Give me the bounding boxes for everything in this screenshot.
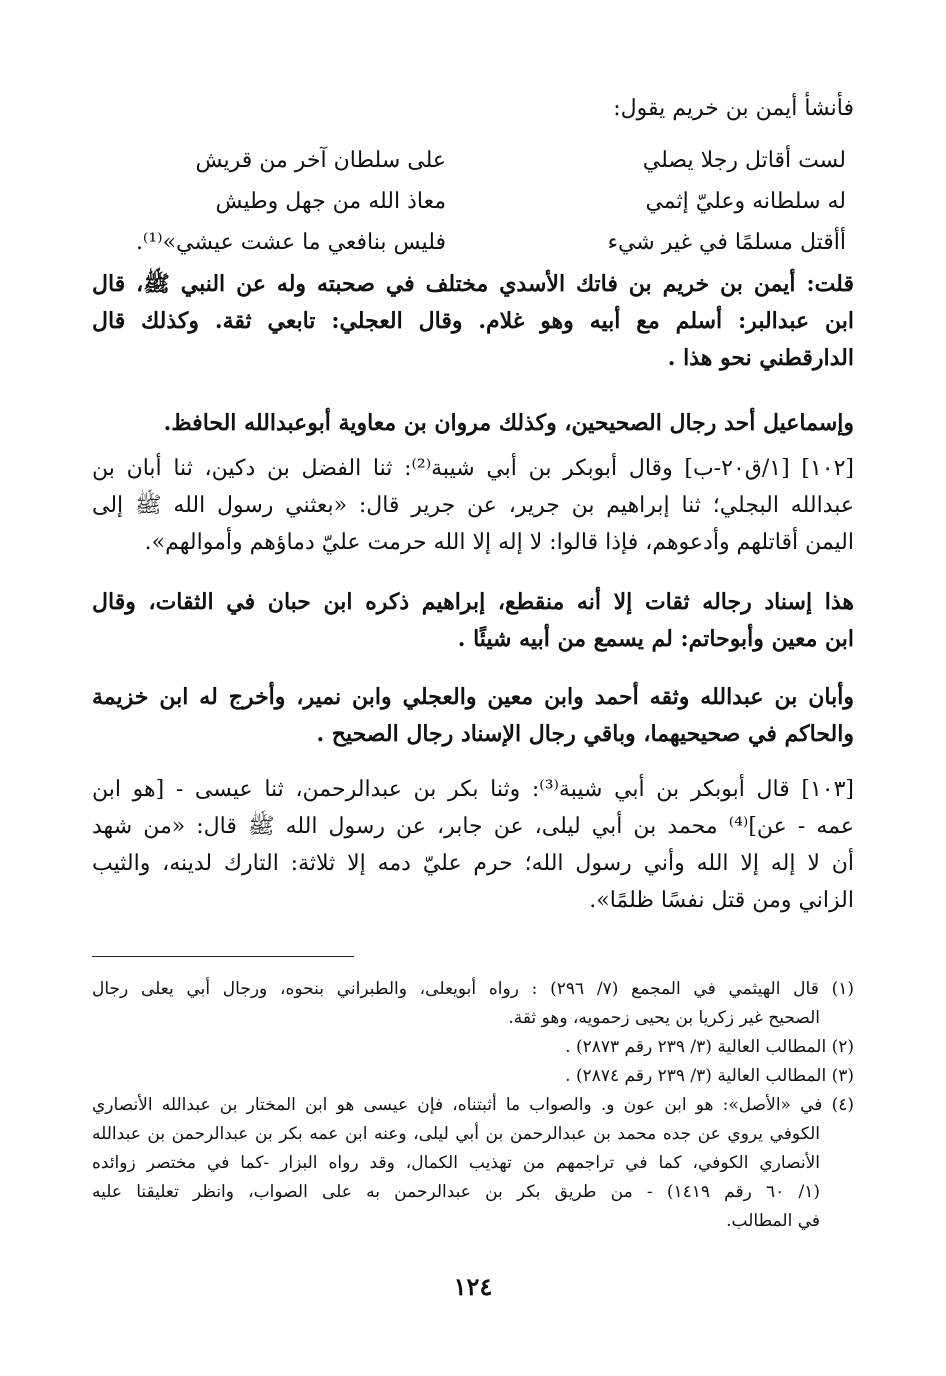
hadith-103 bbox=[92, 771, 854, 919]
footnote-line: في المطالب. bbox=[726, 1211, 820, 1231]
footnote-line: (٣) المطالب العالية (٣/ ٢٣٩ رقم ٢٨٧٤) . bbox=[565, 1066, 854, 1086]
footnote-line: (١) قال الهيثمي في المجمع (٧/ ٢٩٦) : رواه أبويعلى، والطبراني بنحوه، ورجال أبي يعلى رجال bbox=[92, 979, 854, 999]
commentary-paragraph bbox=[92, 584, 854, 658]
footnote-line: (١/ ٦٠ رقم ١٤١٩) - من طريق بكر بن عبدالرحمن به على الصواب، وانظر تعليقنا عليه bbox=[92, 1182, 820, 1202]
footnote-separator bbox=[92, 956, 354, 957]
text-line: وإسماعيل أحد رجال الصحيحين، وكذلك مروان بن معاوية أبوعبدالله الحافظ. bbox=[163, 410, 854, 436]
text-line: عمه - عن]⁽⁴⁾ محمد بن أبي ليلى، عن جابر، عن رسول الله ﷺ قال: «من شهد bbox=[92, 814, 854, 839]
poem-hemistich-right: أأقتل مسلمًا في غير شيء bbox=[607, 230, 846, 255]
footnote-line: (٤) في «الأصل»: هو ابن عون و. والصواب ما أثبتناه، فإن عيسى هو ابن المختار بن عبدالله الأنصاري bbox=[92, 1095, 854, 1115]
poem-hemistich-left: على سلطان آخر من قريش bbox=[195, 148, 446, 173]
text-line: [١٠٢] [١/ق٢٠-ب] وقال أبوبكر بن أبي شيبة⁽²⁾: ثنا الفضل بن دكين، ثنا أبان بن bbox=[92, 456, 854, 481]
footnote-line: الصحيح غير زكريا بن يحيى زحمويه، وهو ثقة. bbox=[508, 1008, 820, 1028]
commentary-paragraph bbox=[92, 266, 854, 377]
text-line: أن لا إله إلا الله وأني رسول الله؛ حرم عليّ دمه إلا ثلاثة: التارك لدينه، والثيب bbox=[92, 851, 854, 876]
text-line: عبدالله البجلي؛ ثنا إبراهيم بن جرير، عن جرير قال: «بعثني رسول الله ﷺ إلى bbox=[92, 493, 854, 518]
text-line: وأبان بن عبدالله وثقه أحمد وابن معين والعجلي وابن نمير، وأخرج له ابن خزيمة bbox=[92, 684, 854, 710]
poem-hemistich-right: لست أقاتل رجلا يصلي bbox=[642, 148, 846, 173]
footnote-line: الكوفي يروي عن جده محمد بن عبدالرحمن بن أبي ليلى، وعنه ابن عمه بكر بن عبدالرحمن بن عبدالله bbox=[92, 1124, 820, 1144]
page-number: ١٢٤ bbox=[453, 1272, 493, 1301]
text-line: اليمن أقاتلهم وأدعوهم، فإذا قالوا: لا إله إلا الله حرمت عليّ دماؤهم وأموالهم». bbox=[144, 530, 854, 555]
intro-line: فأنشأ أيمن بن خريم يقول: bbox=[613, 96, 854, 121]
poem-hemistich-left: معاذ الله من جهل وطيش bbox=[215, 189, 446, 214]
footnote-line: الأنصاري الكوفي، كما في تراجمهم من تهذيب الكمال، وقد رواه البزار -كما في مختصر زوائده bbox=[92, 1153, 820, 1173]
commentary-paragraph bbox=[92, 679, 854, 753]
poem-hemistich-left: فليس بنافعي ما عشت عيشي»⁽¹⁾. bbox=[135, 230, 446, 255]
text-line: ابن معين وأبوحاتم: لم يسمع من أبيه شيئًا . bbox=[457, 626, 854, 652]
text-line: والحاكم في صحيحيهما، وباقي رجال الإسناد رجال الصحيح . bbox=[316, 721, 854, 747]
commentary-paragraph bbox=[92, 405, 854, 442]
intro-text bbox=[92, 90, 854, 127]
footnote-line: (٢) المطالب العالية (٣/ ٢٣٩ رقم ٢٨٧٣) . bbox=[565, 1037, 854, 1057]
text-line: قلت: أيمن بن خريم بن فاتك الأسدي مختلف في صحبته وله عن النبي ﷺ، قال bbox=[92, 271, 854, 297]
poem-hemistich-right: له سلطانه وعليّ إثمي bbox=[645, 189, 846, 214]
footnotes bbox=[92, 975, 854, 1236]
text-line: ابن عبدالبر: أسلم مع أبيه وهو غلام. وقال العجلي: تابعي ثقة. وكذلك قال bbox=[92, 308, 854, 334]
hadith-102 bbox=[92, 450, 854, 561]
text-line: [١٠٣] قال أبوبكر بن أبي شيبة⁽³⁾: وثنا بكر بن عبدالرحمن، ثنا عيسى - [هو ابن bbox=[92, 777, 854, 802]
text-line: هذا إسناد رجاله ثقات إلا أنه منقطع، إبراهيم ذكره ابن حبان في الثقات، وقال bbox=[92, 589, 854, 615]
text-line: الدارقطني نحو هذا . bbox=[667, 345, 854, 371]
text-line: الزاني ومن قتل نفسًا ظلمًا». bbox=[589, 888, 854, 913]
